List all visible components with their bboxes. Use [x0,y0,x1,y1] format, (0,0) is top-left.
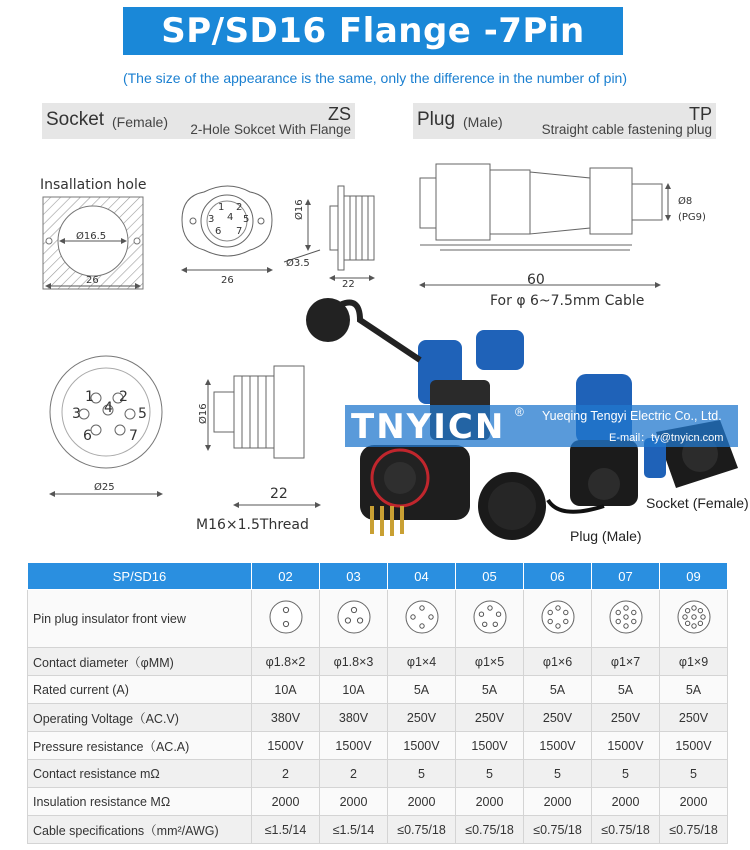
table-cell: 1500V [320,732,388,760]
mount-hole-label: Ø3.5 [286,258,310,269]
table-cell: 1500V [388,732,456,760]
pin-diagram-icon [404,599,440,635]
table-cell: 2000 [592,788,660,816]
pin-mark [685,621,689,625]
pin-mark [351,607,356,612]
plug-side-drawing [420,164,668,285]
table-cell: 1500V [456,732,524,760]
hole-width-label: 26 [86,275,99,286]
column-header-04: 04 [388,563,456,590]
pin-mark [616,619,620,623]
pin-mark [283,621,288,626]
table-cell: ≤0.75/18 [660,816,728,844]
table-cell: 5 [592,760,660,788]
socket-depth-label: 22 [342,279,355,290]
table-cell: ≤0.75/18 [456,816,524,844]
pin-mark [616,610,620,614]
table-cell: 5 [524,760,592,788]
table-cell: 5 [388,760,456,788]
pin-mark [555,606,559,610]
pin-mark [410,615,414,619]
table-row [28,648,728,676]
table-row [28,816,728,844]
socket-code: ZS [327,104,351,124]
front-pin-2: 2 [119,389,128,405]
pin-mark [623,615,627,619]
pin-diagram-icon [676,599,712,635]
flange-width-label: 26 [221,275,234,286]
hole-diameter-label: Ø16.5 [76,231,107,242]
table-cell: 5A [388,676,456,704]
pin-mark [419,606,423,610]
front-pin-1: 1 [85,389,94,405]
socket-description: 2-Hole Sokcet With Flange [190,122,351,137]
row-label: Cable specifications（mm²/AWG) [28,816,252,844]
pin-mark [623,624,627,628]
pin-mark [419,624,423,628]
pin-mark [493,622,497,626]
company-email: E-mail：ty@tnyicn.com [609,432,724,444]
installation-hole-label: Insallation hole [40,177,147,193]
side-depth-label: 22 [270,486,288,502]
brand-logo: TNYICN [351,407,506,447]
pin-mark [691,606,695,610]
pin-mark [283,607,288,612]
table-cell: 1500V [524,732,592,760]
pin-view-label: Pin plug insulator front view [28,590,252,648]
table-cell: 250V [524,704,592,732]
pin-mark [685,608,689,612]
socket-label: Socket [46,109,105,130]
flange-pin-4: 4 [227,212,234,223]
brand-watermark [345,405,738,447]
table-cell: φ1×7 [592,648,660,676]
pin-diagram-cell [456,590,524,648]
pin-diagram-cell [524,590,592,648]
table-cell: 5A [456,676,524,704]
flange-pin-7: 7 [236,226,243,237]
dust-cap-photo [478,472,546,540]
table-cell: φ1×6 [524,648,592,676]
row-label: Contact resistance mΩ [28,760,252,788]
column-header-07: 07 [592,563,660,590]
thread-label: M16×1.5Thread [196,517,309,533]
table-cell: φ1×5 [456,648,524,676]
pin-mark [631,619,635,623]
front-pin-7: 7 [129,428,138,444]
pin-diagram-icon [540,599,576,635]
table-cell: 2 [320,760,388,788]
pin-diagram-cell [660,590,728,648]
pin-mark [548,610,552,614]
row-label: Insulation resistance MΩ [28,788,252,816]
pin-view-row [28,590,728,648]
table-cell: 250V [592,704,660,732]
pin-mark [479,612,483,616]
table-cell: ≤0.75/18 [592,816,660,844]
column-header-05: 05 [456,563,524,590]
flange-pin-3: 3 [208,214,215,225]
socket-photo-label: Socket (Female) [646,495,749,511]
table-cell: 5A [660,676,728,704]
table-cell: ≤1.5/14 [252,816,320,844]
table-cell: 2 [252,760,320,788]
registered-mark: ® [515,405,524,419]
table-cell: 5 [456,760,524,788]
page-title: SP/SD16 Flange -7Pin [123,7,623,55]
pin-mark [482,622,486,626]
pin-mark [691,615,695,619]
table-cell: 250V [456,704,524,732]
pin-mark [700,615,704,619]
corner-header: SP/SD16 [28,563,252,590]
front-pin-mark [115,425,125,435]
table-cell: 2000 [660,788,728,816]
table-cell: ≤0.75/18 [524,816,592,844]
pin-mark [698,621,702,625]
column-header-09: 09 [660,563,728,590]
pin-diagram-icon [268,599,304,635]
side-diameter-label: Ø16 [198,403,209,424]
socket-flange-front-drawing [182,186,272,270]
pin-diagram-icon [608,599,644,635]
table-cell: 1500V [252,732,320,760]
company-name: Yueqing Tengyi Electric Co., Ltd. [542,409,722,423]
table-row [28,676,728,704]
table-cell: ≤1.5/14 [320,816,388,844]
plug-description: Straight cable fastening plug [541,122,712,137]
page-subtitle: (The size of the appearance is the same, only the difference in the number of pin) [122,70,628,86]
front-pin-4: 4 [104,400,113,416]
front-pin-5: 5 [138,406,147,422]
table-cell: 380V [252,704,320,732]
table-row [28,788,728,816]
row-label: Operating Voltage（AC.V) [28,704,252,732]
flange-pin-2: 2 [236,202,243,213]
table-cell: 2000 [320,788,388,816]
table-cell: φ1×9 [660,648,728,676]
table-row [28,760,728,788]
table-cell: 250V [388,704,456,732]
cable-diameter-label: Ø8 [678,196,693,207]
plug-photo-label: Plug (Male) [570,528,642,544]
spec-table [27,562,728,844]
table-cell: 1500V [592,732,660,760]
table-cell: 2000 [456,788,524,816]
table-cell: 10A [252,676,320,704]
front-diameter-label: Ø25 [94,482,115,493]
table-cell: φ1×4 [388,648,456,676]
flange-pin-5: 5 [243,214,250,225]
socket-side-large-drawing [208,366,320,505]
front-pin-mark [91,425,101,435]
table-row [28,732,728,760]
table-cell: 5A [524,676,592,704]
front-pin-3: 3 [72,406,81,422]
table-cell: φ1.8×3 [320,648,388,676]
flange-pin-1: 1 [218,202,225,213]
row-label: Pressure resistance（AC.A) [28,732,252,760]
plug-gender: (Male) [463,114,503,130]
table-cell: 2000 [252,788,320,816]
pin-mark [623,606,627,610]
spec-table-header-row [28,563,728,590]
pin-mark [691,624,695,628]
socket-front-large-drawing [50,356,162,494]
table-cell: 380V [320,704,388,732]
pin-mark [548,619,552,623]
plug-length-label: 60 [527,272,545,288]
row-label: Contact diameter（φMM) [28,648,252,676]
table-cell: 5A [592,676,660,704]
table-cell: 10A [320,676,388,704]
table-cell: 2000 [388,788,456,816]
pin-diagram-icon [336,599,372,635]
column-header-03: 03 [320,563,388,590]
table-cell: 2000 [524,788,592,816]
pin-mark [555,624,559,628]
table-cell: 1500V [660,732,728,760]
table-cell: 250V [660,704,728,732]
table-cell: ≤0.75/18 [388,816,456,844]
flange-pin-6: 6 [215,226,222,237]
pin-mark [345,618,350,623]
column-header-06: 06 [524,563,592,590]
row-label: Rated current (A) [28,676,252,704]
pin-mark [682,615,686,619]
pin-diagram-cell [320,590,388,648]
column-header-02: 02 [252,563,320,590]
socket-diameter-label: Ø16 [294,199,305,220]
socket-gender: (Female) [112,114,169,130]
pin-mark [631,610,635,614]
table-row [28,704,728,732]
plug-code: TP [688,104,712,124]
pin-mark [698,608,702,612]
table-cell: φ1.8×2 [252,648,320,676]
pin-mark [496,612,500,616]
socket-photo [360,445,470,536]
table-cell: 5 [660,760,728,788]
plug-label: Plug [417,109,456,130]
pin-diagram-cell [388,590,456,648]
gland-label: (PG9) [678,212,706,223]
front-pin-mark [125,409,135,419]
pin-mark [487,606,491,610]
front-pin-6: 6 [83,428,92,444]
pin-diagram-cell [592,590,660,648]
pin-mark [563,610,567,614]
pin-mark [357,618,362,623]
pin-mark [563,619,567,623]
pin-mark [428,615,432,619]
cable-range-label: For φ 6~7.5mm Cable [490,293,645,309]
pin-diagram-cell [252,590,320,648]
pin-diagram-icon [472,599,508,635]
